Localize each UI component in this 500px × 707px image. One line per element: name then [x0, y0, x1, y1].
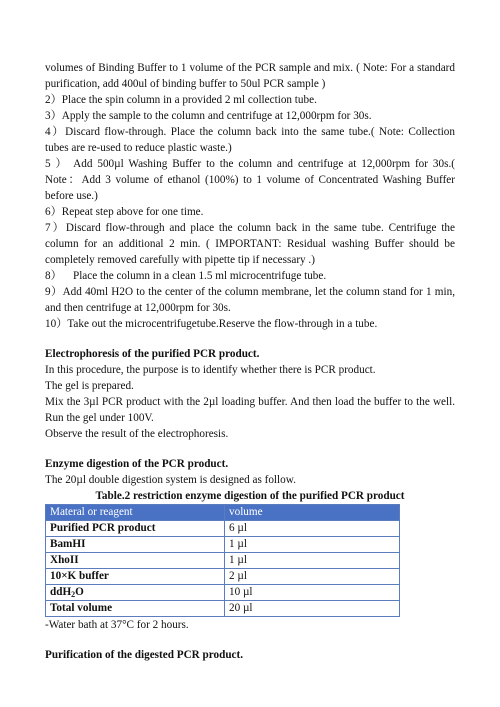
electrophoresis-line-1: In this procedure, the purpose is to identify whether there is PCR product. — [45, 364, 376, 376]
table-caption: Table.2 restriction enzyme digestion of the purified PCR product — [95, 490, 405, 502]
digestion-table — [45, 504, 400, 617]
table-row — [46, 585, 400, 601]
step-5: 5 ） Add 500µl Washing Buffer to the column and centrifuge at 12,000rpm for 30s.( Note：Add 3 volume of ethanol (100%) to 1 volume of Concentrated Washing Buffer before use.) — [45, 158, 455, 202]
electrophoresis-line-2: The gel is prepared. — [45, 380, 134, 392]
purification-heading: Purification of the digested PCR product. — [45, 649, 244, 661]
electrophoresis-line-4: Observe the result of the electrophoresis. — [45, 428, 229, 440]
document-page — [45, 60, 455, 663]
step-4: 4）Discard flow-through. Place the column back into the same tube.( Note: Collection tubes are re-used to reduce plastic waste.) — [45, 126, 455, 154]
table-cell-reagent: 10×K buffer — [46, 569, 225, 585]
table-cell-volume: 1 µl — [225, 553, 400, 569]
electrophoresis-heading: Electrophoresis of the purified PCR product. — [45, 348, 260, 360]
step-2: 2）Place the spin column in a provided 2 ml collection tube. — [45, 94, 317, 106]
step-10: 10）Take out the microcentrifugetube.Reserve the flow-through in a tube. — [45, 318, 378, 330]
water-bath-note: -Water bath at 37°C for 2 hours. — [45, 619, 189, 631]
table-cell-reagent — [46, 585, 225, 601]
electrophoresis-line-3: Mix the 3µl PCR product with the 2µl loading buffer. And then load the buffer to the well. Run the gel under 100V. — [45, 396, 455, 424]
step-7: 7）Discard flow-through and place the column back in the same tube. Centrifuge the column for an additional 2 min. ( IMPORTANT: Residual washing Buffer should be completely removed carefully with pipette tip if necessary .) — [45, 222, 455, 266]
table-cell-volume: 6 µl — [225, 521, 400, 537]
reagent-o: O — [75, 586, 84, 598]
table-cell-volume: 1 µl — [225, 537, 400, 553]
table-header-row — [46, 505, 400, 521]
table-row — [46, 553, 400, 569]
table-cell-volume: 2 µl — [225, 569, 400, 585]
step-9: 9）Add 40ml H2O to the center of the column membrane, let the column stand for 1 min, and then centrifuge at 12,000rpm for 30s. — [45, 286, 455, 314]
step-1-continued: volumes of Binding Buffer to 1 volume of the PCR sample and mix. ( Note: For a standard purification, add 400ul of binding buffer to 50ul PCR sample ) — [45, 62, 455, 90]
digestion-heading: Enzyme digestion of the PCR product. — [45, 458, 229, 470]
table-row — [46, 537, 400, 553]
digestion-intro: The 20µl double digestion system is designed as follow. — [45, 474, 296, 486]
table-row — [46, 521, 400, 537]
table-cell-volume: 20 µl — [225, 601, 400, 617]
table-row — [46, 569, 400, 585]
table-cell-reagent: Purified PCR product — [46, 521, 225, 537]
table-cell-volume: 10 µl — [225, 585, 400, 601]
step-6: 6）Repeat step above for one time. — [45, 206, 204, 218]
table-cell-reagent: BamHI — [46, 537, 225, 553]
table-header-reagent: Materal or reagent — [46, 505, 225, 521]
step-3: 3）Apply the sample to the column and centrifuge at 12,000rpm for 30s. — [45, 110, 372, 122]
reagent-ddh: ddH — [50, 586, 72, 598]
step-8: 8） Place the column in a clean 1.5 ml microcentrifuge tube. — [45, 270, 327, 282]
table-cell-reagent: XhoII — [46, 553, 225, 569]
reagent-subscript: 2 — [71, 590, 76, 599]
table-cell-reagent: Total volume — [46, 601, 225, 617]
table-row — [46, 601, 400, 617]
table-header-volume: volume — [225, 505, 400, 521]
